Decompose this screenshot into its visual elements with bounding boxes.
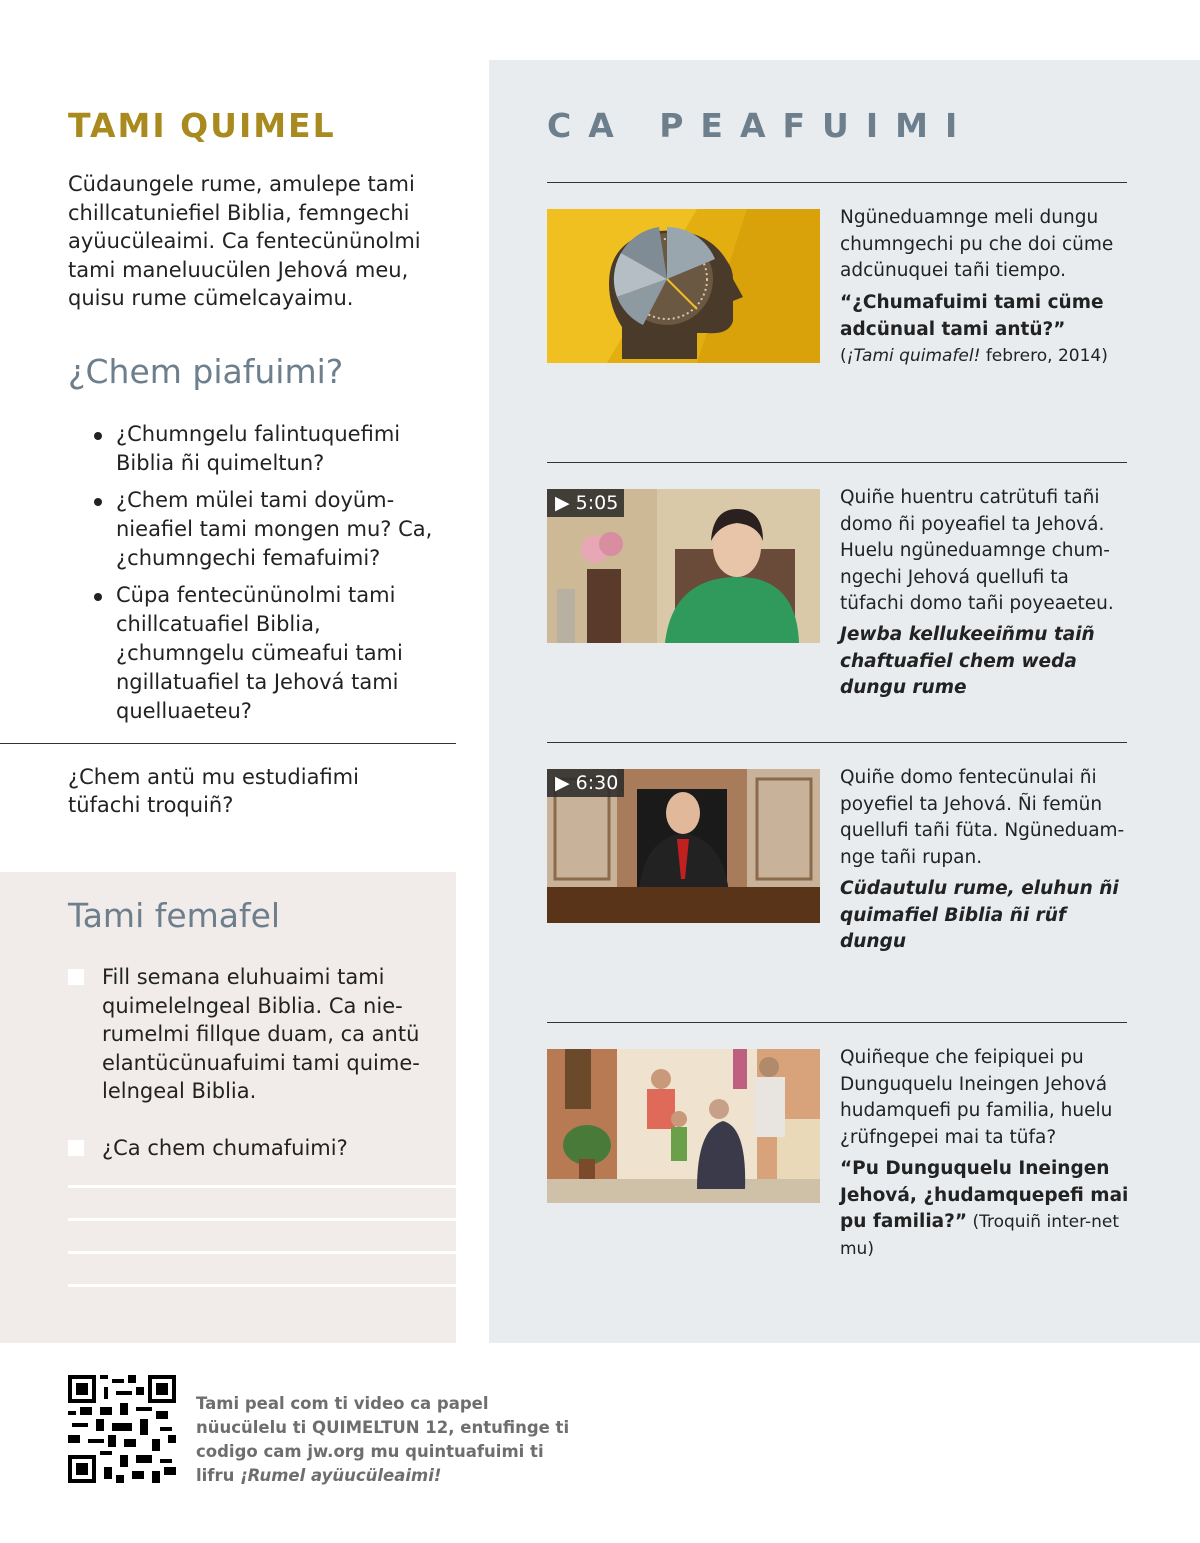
footer-note [196,1392,576,1488]
questions-heading: ¿Chem piafuimi? [68,352,344,391]
video-duration-value: 5:05 [575,492,619,514]
writing-line[interactable] [68,1185,456,1188]
article-thumbnail[interactable] [547,1049,820,1203]
divider [547,742,1127,743]
goals-panel-background [0,872,456,1343]
goal-label: ¿Ca chem chumafuimi? [102,1136,348,1160]
divider [547,462,1127,463]
question-item: ¿Chumngelu falintuquefimi Biblia ñi quimeltun? [90,420,450,478]
qr-code[interactable] [68,1375,176,1483]
goal-item[interactable] [68,963,428,1106]
source-open: ( [840,346,847,366]
article-reference[interactable] [840,1156,1130,1262]
video-reference[interactable] [840,876,1130,956]
writing-line[interactable] [68,1218,456,1221]
question-item: ¿Chem mülei tami doyüm-nieafiel tami mongen mu? Ca, ¿chumngechi femafuimi? [90,486,450,573]
video-description: Quiñe domo fentecünulai ñi poyefiel ta Jehová. Ñi femün quellufi tañi füta. Ngüneduam-nge tañi rupan. [840,767,1125,868]
goal-item[interactable] [68,1134,428,1163]
article-description: Ngüneduamnge meli dungu chumngechi pu che doi cüme adcünuquei tañi tiempo. [840,207,1114,281]
video-thumbnail[interactable] [547,489,820,643]
video-duration-value: 6:30 [575,772,619,794]
article-description: Quiñeque che feipiquei pu Dunguquelu Ineingen Jehová hudamquefi pu familia, huelu ¿rüfngepei mai ta tüfa? [840,1047,1113,1148]
goals-heading: Tami femafel [68,896,281,935]
video-duration: ▶ 6:30 [547,769,624,797]
question-item: Cüpa fentecününolmi tami chillcatuafiel Biblia, ¿chumngelu cümeafui tami ngillatuafiel ta Jehová tami quelluaeteu? [90,581,450,726]
source-note: (Troquiñ inter-net mu) [840,1212,1120,1259]
time-management-head-graphic [547,209,820,363]
video-description: Quiñe huentru catrütufi tañi domo ñi poyeafiel ta Jehová. Huelu ngüneduamnge chum-ngechi Jehová quellufi ta tüfachi domo tañi poyeaeteu. [840,487,1114,614]
video-title[interactable]: Cüdautulu rume, eluhun ñi quimafiel Biblia ñi rüf dungu [840,878,1119,952]
review-title: TAMI QUIMEL [68,106,336,145]
goal-label: Fill semana eluhuaimi tami quimelelngeal Biblia. Ca nie-rumelmi fillque duam, ca antü elantücünuafuimi tami quime-lelngeal Biblia. [102,965,420,1103]
article-thumbnail[interactable] [547,209,820,363]
video-title[interactable]: Jewba kellukeeiñmu taiñ chaftuafiel chem weda dungu rume [840,624,1095,698]
goal-checkbox[interactable] [68,1140,84,1156]
footer-text: Tami peal com ti video ca papel nüucülelu ti QUIMELTUN 12, entufinge ti codigo cam jw.org mu quintuafuimi ti lifru [196,1394,570,1485]
article-title[interactable]: “Pu Dunguquelu Ineingen Jehová, ¿hudamquepefi mai pu familia?” [840,1158,1129,1232]
footer-book-title: ¡Rumel ayüucüleaimi! [240,1466,442,1485]
discover-title: CA PEAFUIMI [547,106,975,145]
article-reference[interactable] [840,290,1130,370]
family-greeting-photo [547,1049,820,1203]
writing-line[interactable] [68,1284,456,1287]
divider [0,743,456,744]
review-intro: Cüdaungele rume, amulepe tami chillcatuniefiel Biblia, femngechi ayüucüleaimi. Ca fentecününolmi tami maneluucülen Jehová meu, quisu rume cümelcayaimu. [68,172,421,310]
writing-line[interactable] [68,1251,456,1254]
source-issue: febrero, 2014) [980,346,1108,366]
goal-checkbox[interactable] [68,969,84,985]
video-duration: ▶ 5:05 [547,489,624,517]
article-title[interactable]: “¿Chumafuimi tami cüme adcünual tami antü?” [840,292,1104,340]
divider [547,182,1127,183]
question-list [90,420,450,734]
divider [547,1022,1127,1023]
video-thumbnail[interactable] [547,769,820,923]
video-reference[interactable] [840,622,1130,702]
study-date-question: ¿Chem antü mu estudiafimi tüfachi troquiñ? [68,765,359,817]
source-magazine: ¡Tami quimafel! [846,346,981,366]
